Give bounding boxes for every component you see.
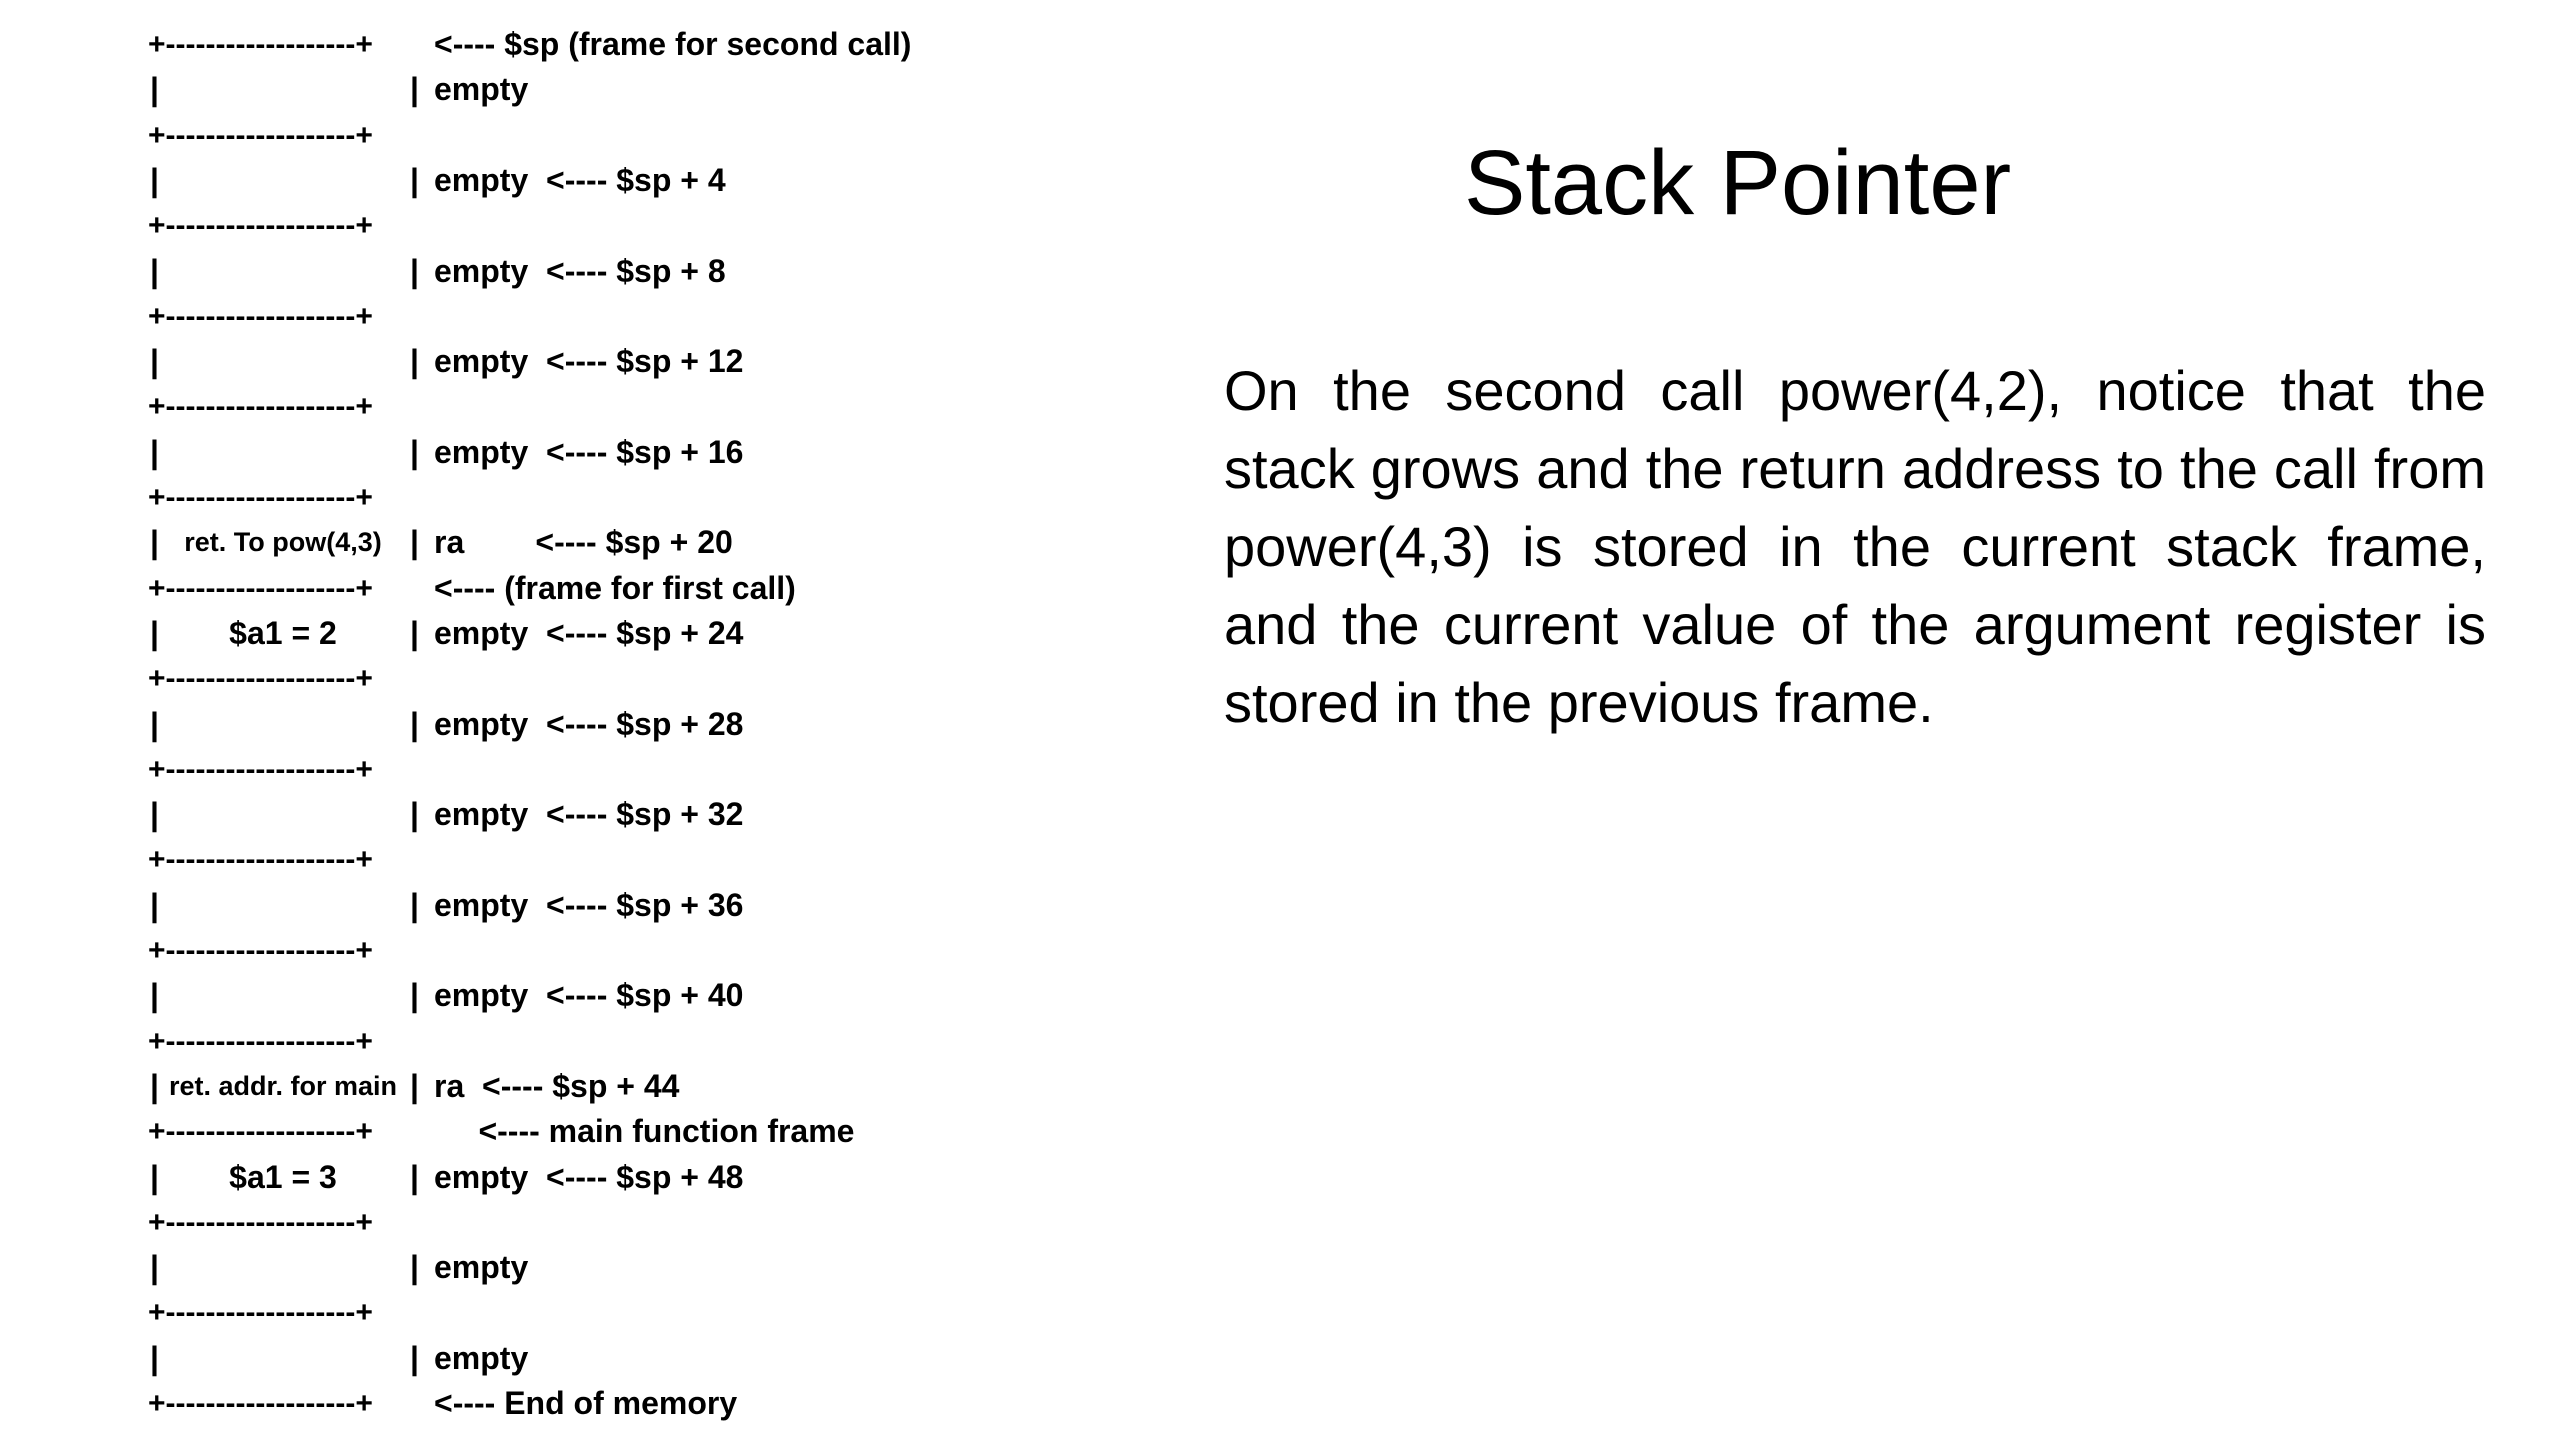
stack-border: +-------------------+ — [148, 934, 373, 967]
stack-cell-right-edge: | — [410, 252, 419, 289]
stack-cell-right-edge: | — [410, 977, 419, 1014]
stack-cell-right-edge: | — [410, 886, 419, 923]
stack-border: +-------------------+ — [148, 1296, 373, 1330]
stack-cell-left-edge: | — [150, 977, 159, 1014]
stack-cell-value: ret. addr. for main — [168, 1070, 398, 1101]
stack-cell-annotation: empty — [434, 1249, 529, 1286]
stack-cell-right-edge: | — [410, 343, 419, 380]
stack-cell-value: ret. To pow(4,3) — [184, 527, 382, 558]
stack-cell-annotation: empty <---- $sp + 48 — [434, 1158, 744, 1195]
stack-cell-annotation: empty <---- $sp + 36 — [434, 886, 744, 923]
stack-cell-annotation: empty — [434, 1339, 529, 1376]
stack-border: +-------------------+ — [148, 1024, 373, 1058]
stack-cell-right-edge: | — [410, 524, 419, 561]
stack-border: +-------------------+ — [148, 118, 373, 152]
stack-cell-annotation: ra <---- $sp + 44 — [434, 1067, 680, 1104]
stack-border: +-------------------+ — [148, 1205, 373, 1239]
stack-cell-left-edge: | — [150, 705, 159, 742]
stack-cell-value: $a1 = 2 — [229, 614, 337, 651]
stack-cell-left-edge: | — [150, 433, 159, 470]
stack-border: +-------------------+ — [148, 28, 373, 61]
stack-cell-annotation: empty <---- $sp + 4 — [434, 161, 726, 198]
stack-cell-left-edge: | — [150, 1067, 159, 1104]
stack-cell-annotation: empty <---- $sp + 40 — [434, 977, 744, 1014]
stack-cell-right-edge: | — [410, 433, 419, 470]
stack-cell-annotation: empty <---- $sp + 32 — [434, 796, 744, 833]
stack-border: +-------------------+ — [148, 209, 373, 243]
stack-border: +-------------------+ — [148, 843, 373, 877]
stack-border: +-------------------+ — [148, 662, 373, 696]
stack-cell-right-edge: | — [410, 1339, 419, 1376]
stack-cell-right-edge: | — [410, 71, 419, 108]
stack-cell-left-edge: | — [150, 252, 159, 289]
slide-title: Stack Pointer — [1464, 132, 2012, 234]
slide-body-text: On the second call power(4,2), notice that the stack grows and the return address to the call from power(4,3) is stored in the current stack frame, and the current value of the argument register is stored in the previous frame. — [1224, 359, 2486, 734]
stack-diagram — [148, 0, 1148, 1440]
stack-cell-left-edge: | — [150, 886, 159, 923]
stack-cell-annotation: empty <---- $sp + 28 — [434, 705, 744, 742]
stack-frame-note: <---- $sp (frame for second call) — [434, 26, 912, 62]
stack-border: +-------------------+ — [148, 390, 373, 424]
stack-cell-annotation: empty — [434, 71, 529, 108]
stack-cell-right-edge: | — [410, 1158, 419, 1195]
stack-border: +-------------------+ — [148, 571, 373, 605]
stack-cell-right-edge: | — [410, 705, 419, 742]
stack-cell-left-edge: | — [150, 343, 159, 380]
stack-cell-annotation: empty <---- $sp + 8 — [434, 252, 726, 289]
stack-cell-annotation: empty <---- $sp + 24 — [434, 614, 744, 651]
stack-frame-note: <---- main function frame — [434, 1113, 855, 1150]
stack-cell-right-edge: | — [410, 1067, 419, 1104]
stack-cell-annotation: empty <---- $sp + 12 — [434, 343, 744, 380]
stack-cell-left-edge: | — [150, 161, 159, 198]
stack-cell-left-edge: | — [150, 1158, 159, 1195]
stack-cell-right-edge: | — [410, 1249, 419, 1286]
stack-cell-annotation: ra <---- $sp + 20 — [434, 524, 733, 561]
stack-cell-value: $a1 = 3 — [229, 1158, 337, 1195]
stack-cell-left-edge: | — [150, 524, 159, 561]
stack-cell-left-edge: | — [150, 1339, 159, 1376]
stack-frame-note: <---- End of memory — [434, 1385, 738, 1421]
stack-cell-right-edge: | — [410, 796, 419, 833]
stack-border: +-------------------+ — [148, 1387, 373, 1420]
stack-cell-left-edge: | — [150, 796, 159, 833]
stack-border: +-------------------+ — [148, 1115, 373, 1149]
stack-cell-right-edge: | — [410, 161, 419, 198]
stack-border: +-------------------+ — [148, 752, 373, 786]
stack-frame-note: <---- (frame for first call) — [434, 569, 796, 606]
stack-border: +-------------------+ — [148, 299, 373, 333]
stack-border: +-------------------+ — [148, 481, 373, 514]
stack-cell-right-edge: | — [410, 614, 419, 651]
stack-cell-annotation: empty <---- $sp + 16 — [434, 433, 744, 470]
stack-cell-left-edge: | — [150, 71, 159, 108]
stack-cell-left-edge: | — [150, 614, 159, 651]
stack-cell-left-edge: | — [150, 1249, 159, 1286]
